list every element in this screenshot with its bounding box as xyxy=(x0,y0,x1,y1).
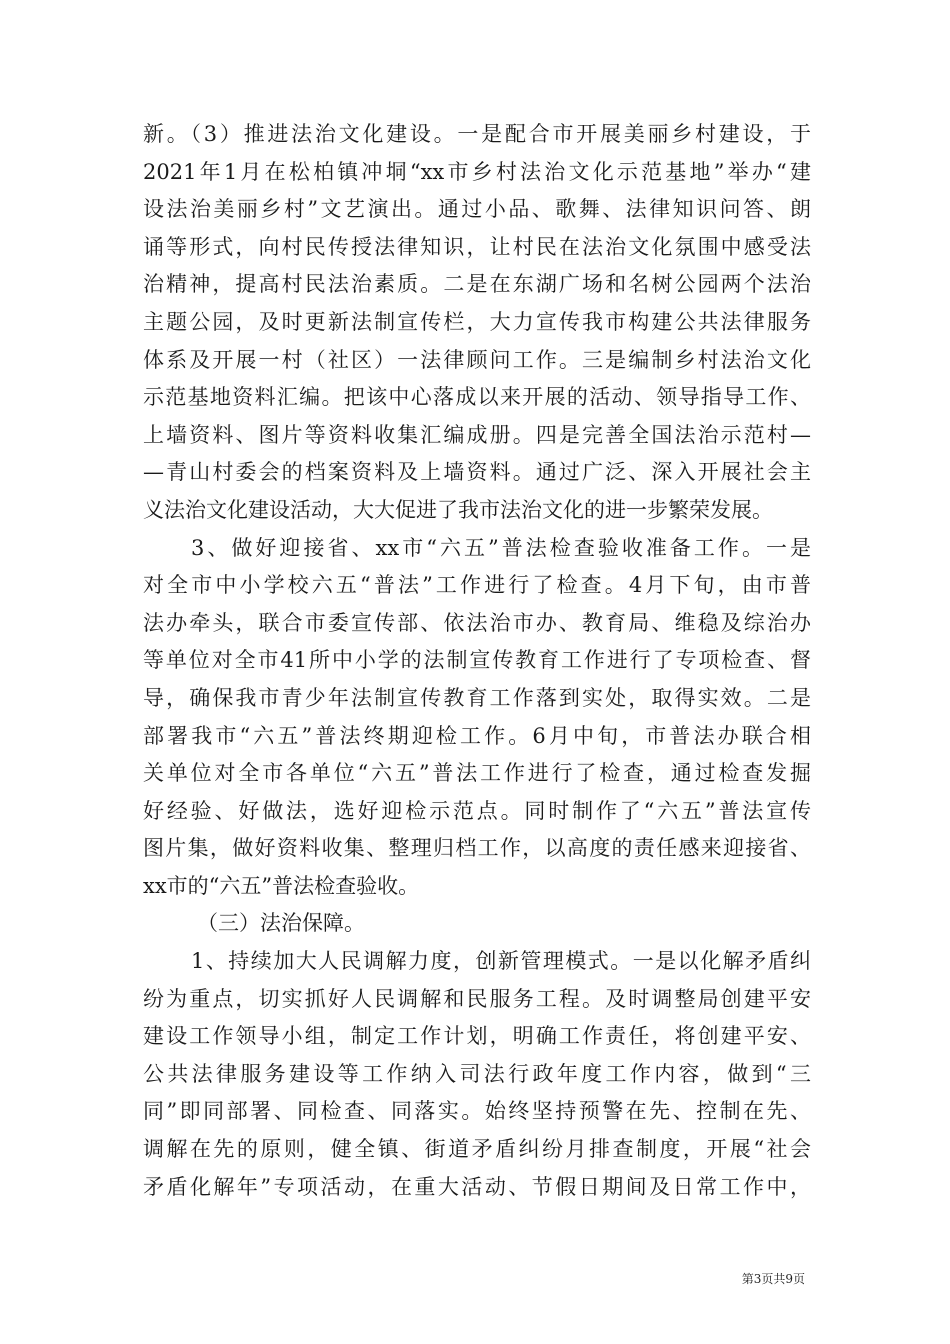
text-line-15: 等单位对全市41所中小学的法制宣传教育工作进行了专项检查、督 xyxy=(143,648,811,673)
text-line-14: 法办牵头，联合市委宣传部、依法治市办、教育局、维稳及综治办 xyxy=(143,610,811,635)
text-line-2: 2021年1月在松柏镇冲垌“xx市乡村法治文化示范基地”举办“建 xyxy=(143,159,811,184)
text-line-27: 同”即同部署、同检查、同落实。始终坚持预警在先、控制在先、 xyxy=(143,1099,811,1124)
text-line-13: 对全市中小学校六五“普法”工作进行了检查。4月下旬，由市普 xyxy=(143,573,811,598)
text-line-1: 新。（3）推进法治文化建设。一是配合市开展美丽乡村建设，于 xyxy=(143,122,811,146)
text-line-11: 义法治文化建设活动，大大促进了我市法治文化的进一步繁荣发展。 xyxy=(143,497,773,522)
text-line-26: 公共法律服务建设等工作纳入司法行政年度工作内容，做到“三 xyxy=(143,1061,811,1086)
text-line-25: 建设工作领导小组，制定工作计划，明确工作责任，将创建平安、 xyxy=(143,1024,811,1049)
text-line-9: 上墙资料、图片等资料收集汇编成册。四是完善全国法治示范村— xyxy=(143,422,811,447)
text-line-20: 图片集，做好资料收集、整理归档工作，以高度的责任感来迎接省、 xyxy=(143,836,811,861)
text-line-21: xx市的“六五”普法检查验收。 xyxy=(143,873,420,898)
text-line-8: 示范基地资料汇编。把该中心落成以来开展的活动、领导指导工作、 xyxy=(143,385,811,410)
text-line-6: 主题公园，及时更新法制宣传栏，大力宣传我市构建公共法律服务 xyxy=(143,309,811,334)
text-line-3: 设法治美丽乡村”文艺演出。通过小品、歌舞、法律知识问答、朗 xyxy=(143,197,811,222)
text-line-10: —青山村委会的档案资料及上墙资料。通过广泛、深入开展社会主 xyxy=(143,460,811,485)
text-line-29: 矛盾化解年”专项活动，在重大活动、节假日期间及日常工作中， xyxy=(143,1174,811,1199)
section-heading: （三）法治保障。 xyxy=(197,911,365,936)
document-body xyxy=(143,116,811,1206)
text-line-16: 导，确保我市青少年法制宣传教育工作落到实处，取得实效。二是 xyxy=(143,685,811,710)
text-line-23: 1、持续加大人民调解力度，创新管理模式。一是以化解矛盾纠 xyxy=(191,949,811,974)
text-line-24: 纷为重点，切实抓好人民调解和民服务工程。及时调整局创建平安 xyxy=(143,986,811,1011)
text-line-5: 治精神，提高村民法治素质。二是在东湖广场和名树公园两个法治 xyxy=(143,272,811,297)
text-line-18: 关单位对全市各单位“六五”普法工作进行了检查，通过检查发掘 xyxy=(143,761,811,786)
text-line-19: 好经验、好做法，选好迎检示范点。同时制作了“六五”普法宣传 xyxy=(143,798,811,823)
text-line-7: 体系及开展一村（社区）一法律顾问工作。三是编制乡村法治文化 xyxy=(143,347,811,372)
text-line-17: 部署我市“六五”普法终期迎检工作。6月中旬，市普法办联合相 xyxy=(143,723,811,748)
text-line-4: 诵等形式，向村民传授法律知识，让村民在法治文化氛围中感受法 xyxy=(143,234,811,259)
page-number: 第3页共9页 xyxy=(741,1272,805,1286)
text-line-12: 3、做好迎接省、xx市“六五”普法检查验收准备工作。一是 xyxy=(191,535,811,560)
text-line-28: 调解在先的原则，健全镇、街道矛盾纠纷月排查制度，开展“社会 xyxy=(143,1137,811,1162)
